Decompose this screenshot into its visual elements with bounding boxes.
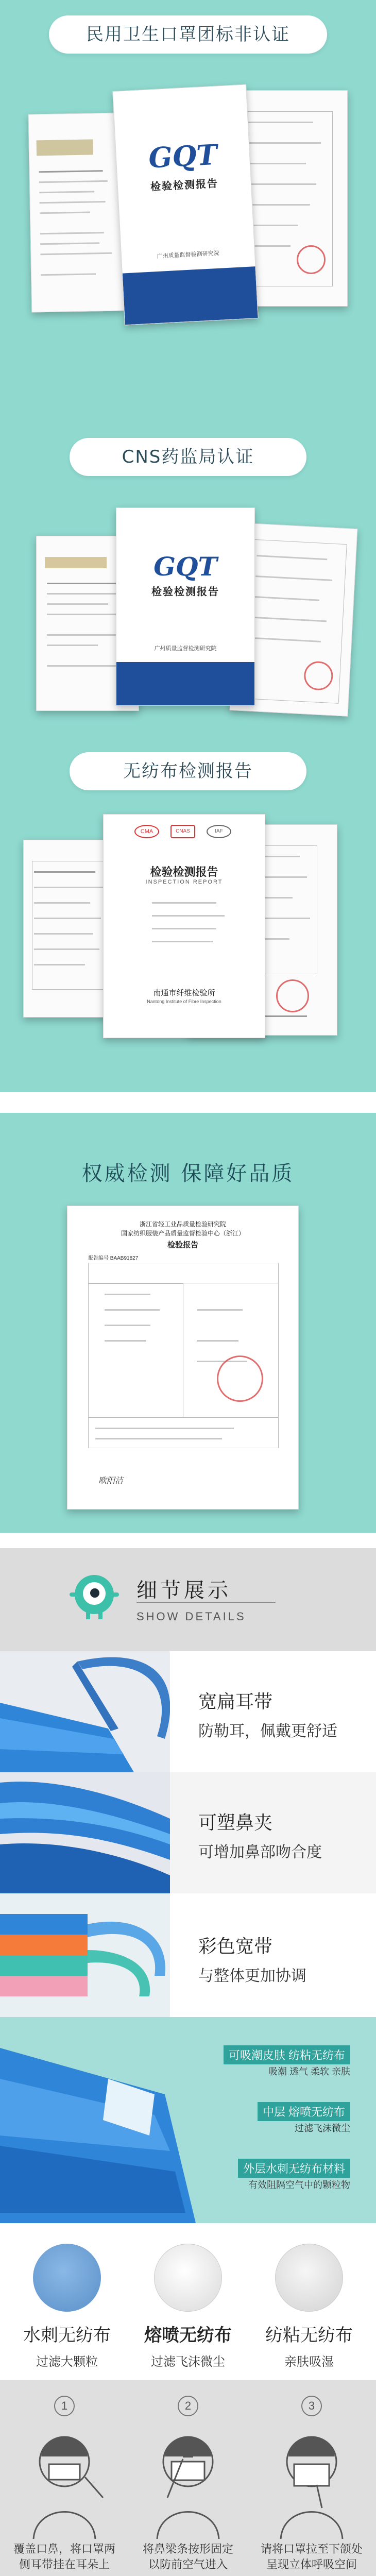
layer-outer-tag: 外层水刺无纺布材料	[238, 2159, 350, 2178]
layer-inner-desc: 吸潮 透气 柔软 亲肤	[268, 2066, 350, 2077]
step-2: 2 将鼻梁条按形固定 以防前空气进入	[131, 2396, 245, 2572]
report-signature: 欧阳洁	[98, 1476, 124, 1485]
cert-title-3: 无纺布检测报告	[70, 752, 306, 790]
feature-ear-loop	[0, 1651, 376, 1772]
section-divider	[0, 1092, 376, 1113]
layer-middle-tag: 中层 熔喷无纺布	[258, 2102, 350, 2121]
gqt-logo: GQT	[147, 138, 218, 175]
layer-outer-desc: 有效阻隔空气中的颗粒物	[248, 2180, 350, 2190]
step-1-illustration	[13, 2420, 116, 2539]
feature-3-title: 彩色宽带	[198, 1936, 273, 1957]
ear-loop-mask-image	[0, 1651, 170, 1772]
authority-section	[0, 1113, 376, 1533]
step-3-illustration	[260, 2420, 363, 2539]
details-title: 细节展示	[136, 1579, 231, 1602]
feature-color-band	[0, 1893, 376, 2017]
feature-3-desc: 与整体更加协调	[198, 1968, 306, 1985]
spunbond-swatch	[275, 2244, 343, 2312]
fabric-section	[0, 2223, 376, 2380]
cert-doc-left	[28, 112, 125, 312]
feature-2-title: 可塑鼻夹	[198, 1812, 273, 1834]
step-3: 3 请将口罩拉至下颌处 呈现立体呼吸空间	[255, 2396, 368, 2572]
cert-title-1: 民用卫生口罩团标非认证	[49, 15, 327, 54]
section-divider-2	[0, 1533, 376, 1548]
nose-clip-mask-image	[0, 1772, 170, 1893]
layer-middle-desc: 过滤飞沫微尘	[295, 2123, 350, 2133]
iaf-badge: IAF	[207, 825, 231, 838]
authority-report: 浙江省轻工业品质量检验研究院 国家纺织服装产品质量监督检验中心（浙江） 检验报告 报告编号 BAAB91827 欧阳洁	[67, 1206, 299, 1510]
authority-title: 权威检测 保障好品质	[81, 1162, 295, 1185]
feature-1-title: 宽扁耳带	[198, 1691, 273, 1713]
spunlace-swatch	[33, 2244, 101, 2312]
report-title: 检验报告	[167, 1241, 198, 1249]
feature-1-desc: 防勒耳，佩戴更舒适	[198, 1723, 337, 1740]
step-1: 1 覆盖口鼻，将口罩两 侧耳带挂在耳朵上	[8, 2396, 121, 2572]
mascot-icon	[75, 1575, 114, 1614]
meltblown-swatch	[154, 2244, 222, 2312]
gqt-cover-1: GQT 检验检测报告 广州质量监督检测研究院	[112, 84, 258, 326]
layer-structure	[0, 2017, 376, 2223]
steps-section	[0, 2380, 376, 2576]
details-header	[0, 1548, 376, 1651]
cert-section-1	[0, 0, 376, 422]
color-band-mask-image	[0, 1893, 170, 2017]
layer-mask-image	[0, 2017, 206, 2223]
official-seal	[217, 1355, 263, 1402]
cert-section-2	[0, 422, 376, 737]
layer-inner-tag: 可吸潮皮肤 纺粘无纺布	[224, 2045, 350, 2064]
details-subtitle: SHOW DETAILS	[136, 1610, 246, 1623]
step-2-illustration	[136, 2420, 240, 2539]
feature-nose-clip	[0, 1772, 376, 1893]
cert-title-2: CNS药监局认证	[70, 438, 306, 476]
cma-badge: CMA	[134, 825, 159, 838]
nonwoven-cover: CMA CNAS IAF 检验检测报告 INSPECTION REPORT 南通市纤维检验所 Nantong Institute of Fibre Inspection	[103, 814, 265, 1038]
gqt-cover-2: GQT 检验检测报告 广州质量监督检测研究院	[116, 507, 255, 706]
fabric-spunlace: 水刺无纺布 过滤大颗粒	[10, 2244, 124, 2369]
feature-2-desc: 可增加鼻部吻合度	[198, 1844, 322, 1861]
cert-section-3	[0, 737, 376, 1092]
cnas-badge: CNAS	[170, 825, 195, 838]
fabric-meltblown: 熔喷无纺布 过滤飞沫微尘	[131, 2244, 245, 2369]
fabric-spunbond: 纺粘无纺布 亲肤吸湿	[252, 2244, 366, 2369]
nonwoven-cover-title: 检验检测报告	[150, 866, 218, 879]
